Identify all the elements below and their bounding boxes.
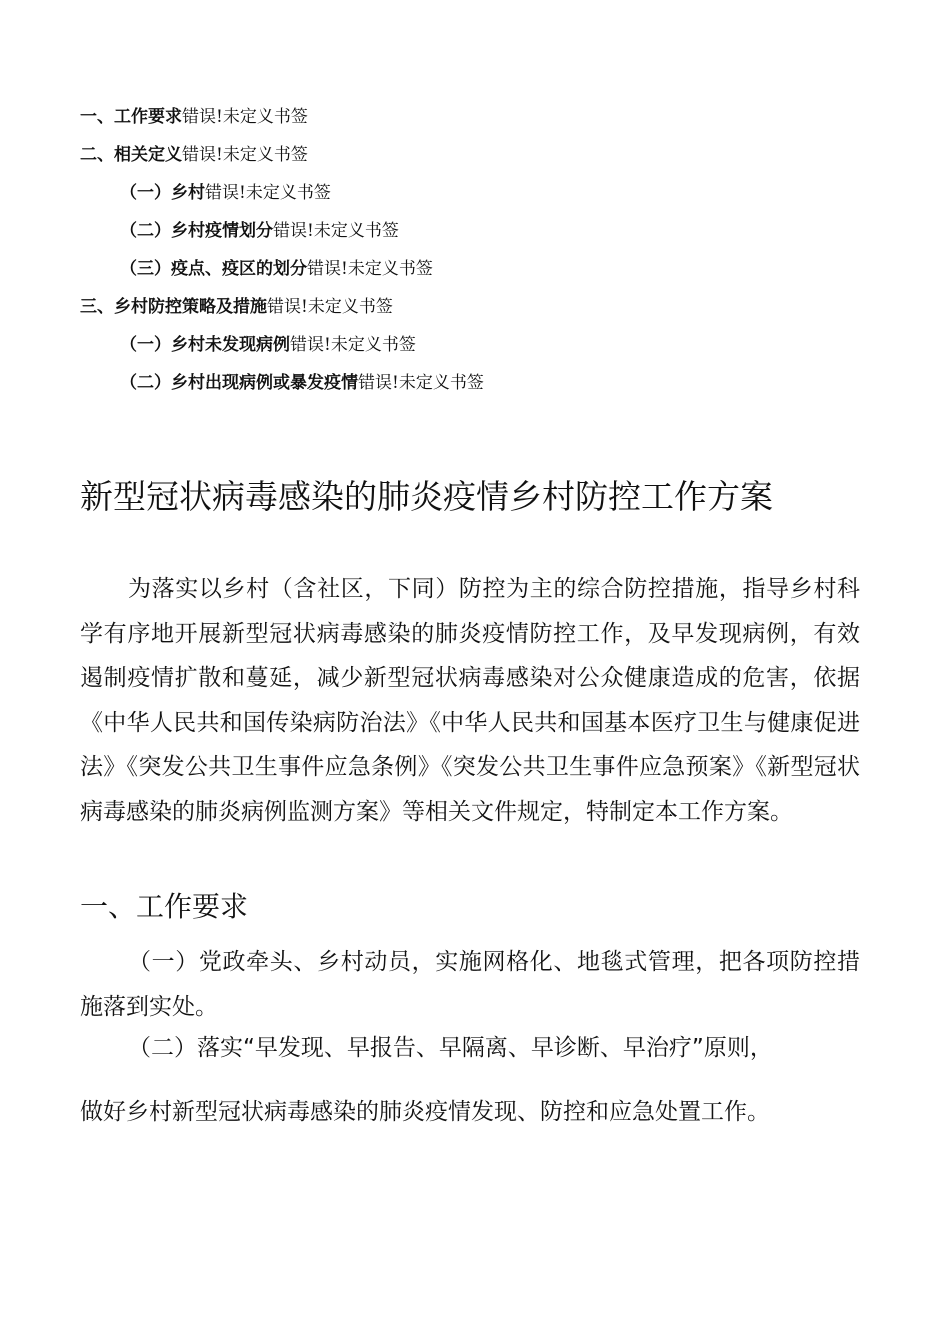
toc-item-error: 错误!未定义书签 <box>290 335 416 355</box>
toc-item-work-requirements[interactable] <box>80 102 880 140</box>
toc-item-strategies[interactable] <box>80 292 880 330</box>
toc-item-error: 错误!未定义书签 <box>358 373 484 393</box>
toc-item-title: （二）乡村疫情划分 <box>120 221 273 241</box>
table-of-contents <box>80 102 880 406</box>
toc-item-epidemic-areas[interactable] <box>80 254 880 292</box>
toc-item-title: 二、相关定义 <box>80 145 182 165</box>
toc-item-error: 错误!未定义书签 <box>267 297 393 317</box>
toc-item-title: 一、工作要求 <box>80 107 182 127</box>
document-title: 新型冠状病毒感染的肺炎疫情乡村防控工作方案 <box>80 477 773 516</box>
toc-item-error: 错误!未定义书签 <box>273 221 399 241</box>
toc-item-error: 错误!未定义书签 <box>307 259 433 279</box>
toc-item-epidemic-division[interactable] <box>80 216 880 254</box>
toc-item-error: 错误!未定义书签 <box>182 107 308 127</box>
toc-item-title: （三）疫点、疫区的划分 <box>120 259 307 279</box>
toc-item-title: （二）乡村出现病例或暴发疫情 <box>120 373 358 393</box>
requirement-paragraph-2-continued: 做好乡村新型冠状病毒感染的肺炎疫情发现、防控和应急处置工作。 <box>80 1099 770 1125</box>
toc-item-no-cases[interactable] <box>80 330 880 368</box>
toc-item-definitions[interactable] <box>80 140 880 178</box>
toc-item-title: （一）乡村 <box>120 183 205 203</box>
toc-item-village[interactable] <box>80 178 880 216</box>
toc-item-title: 三、乡村防控策略及措施 <box>80 297 267 317</box>
requirement-paragraph-2: （二）落实“早发现、早报告、早隔离、早诊断、早治疗”原则， <box>128 1035 773 1061</box>
toc-item-error: 错误!未定义书签 <box>205 183 331 203</box>
toc-item-title: （一）乡村未发现病例 <box>120 335 290 355</box>
intro-paragraph: 为落实以乡村（含社区，下同）防控为主的综合防控措施，指导乡村科学有序地开展新型冠状病毒感染的肺炎疫情防控工作，及早发现病例，有效遏制疫情扩散和蔓延，减少新型冠状病毒感染对公众健康造成的危害，依据《中华人民共和国传染病防治法》《中华人民共和国基本医疗卫生与健康促进法》《突发公共卫生事件应急条例》《突发公共卫生事件应急预案》《新型冠状病毒感染的肺炎病例监测方案》等相关文件规定，特制定本工作方案。 <box>80 576 860 825</box>
requirement-paragraph-1: （一）党政牵头、乡村动员，实施网格化、地毯式管理，把各项防控措施落到实处。 <box>80 949 860 1020</box>
section-heading: 一、工作要求 <box>80 890 249 923</box>
toc-item-outbreak[interactable] <box>80 368 880 406</box>
toc-item-error: 错误!未定义书签 <box>182 145 308 165</box>
